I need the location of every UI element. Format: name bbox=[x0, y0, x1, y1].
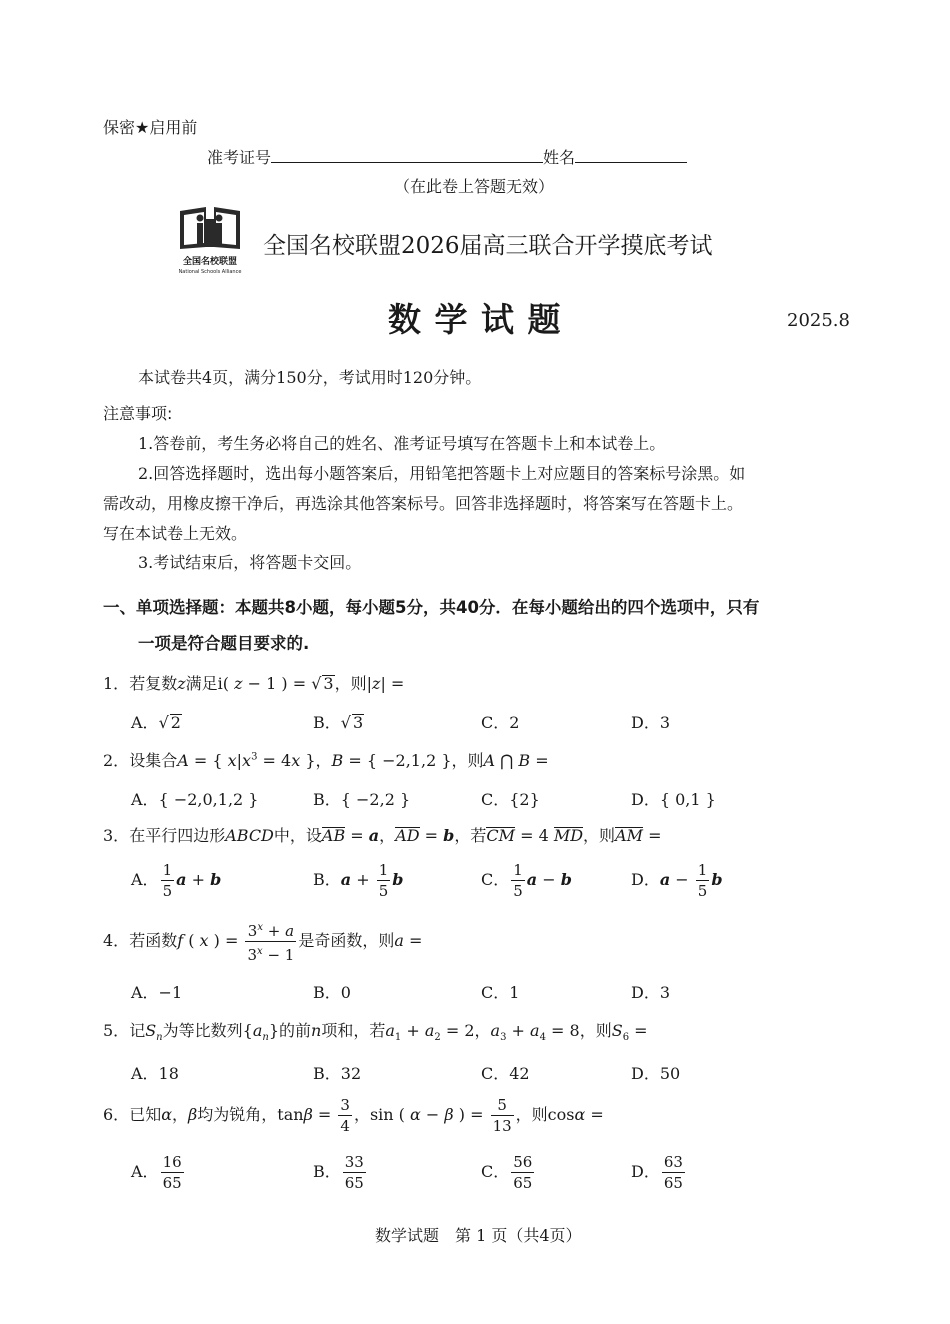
q3-text-2: 中，设 bbox=[273, 826, 322, 845]
q3-option-a[interactable]: A． $\frac{1}{5}$ a + b bbox=[131, 861, 222, 900]
q2-option-c[interactable]: C．{2} bbox=[481, 790, 540, 809]
q3-option-c[interactable]: C． $\frac{1}{5}$ a − b bbox=[481, 861, 572, 900]
name-label: 姓名 bbox=[543, 148, 576, 167]
q6-tan: tanβ = $\frac{3}{4}$ ，sin ( α − β ) = $\frac{5}{13}$ bbox=[277, 1096, 512, 1135]
exam-id-label: 准考证号 bbox=[207, 148, 272, 167]
note-2b: 需改动，用橡皮擦干净后，再选涂其他答案标号。回答非选择题时，将答案写在答题卡上。 bbox=[103, 494, 744, 513]
q1-option-d[interactable]: D．3 bbox=[631, 713, 671, 732]
q5-text-3: 的前 bbox=[279, 1021, 312, 1040]
q3-vectors: AB = a，AD = b bbox=[321, 826, 455, 845]
q5-sequence: $\{a_n\}$ bbox=[242, 1021, 280, 1044]
q5-option-b[interactable]: B．32 bbox=[313, 1064, 362, 1083]
q6-opt-b-label: B． bbox=[313, 1162, 341, 1181]
q5-text-1: 记 bbox=[129, 1021, 146, 1040]
q2-text-1: 设集合 bbox=[129, 751, 178, 770]
q5-s6: $S_6$ = bbox=[611, 1021, 648, 1044]
q3-opt-b-label: B． bbox=[313, 870, 341, 889]
q3-number: 3． bbox=[103, 826, 130, 845]
q6-text-2: 均为锐角， bbox=[197, 1105, 278, 1124]
q6-option-c[interactable]: C． $\frac{56}{65}$ bbox=[481, 1153, 533, 1192]
q6-option-d[interactable]: D． $\frac{63}{65}$ bbox=[631, 1153, 683, 1192]
q5-sn: $S_n$ bbox=[145, 1021, 163, 1044]
q1-option-a[interactable]: A．√ 2 bbox=[131, 713, 181, 732]
q5-option-c[interactable]: C．42 bbox=[481, 1064, 530, 1083]
q1-text-2: 满足 bbox=[185, 674, 218, 693]
q6-text-3: ，则 bbox=[515, 1105, 548, 1124]
q5-n: n bbox=[311, 1021, 322, 1040]
q1-opt-a-label: A． bbox=[131, 713, 159, 732]
q1-opt-b-label: B． bbox=[313, 713, 341, 732]
q1-option-c[interactable]: C．2 bbox=[481, 713, 520, 732]
name-blank[interactable] bbox=[575, 148, 687, 163]
q2-number: 2． bbox=[103, 751, 130, 770]
q3-am: AM = bbox=[615, 826, 662, 845]
section1-heading-line1: 一、单项选择题：本题共8小题，每小题5分，共40分．在每小题给出的四个选项中，只有 bbox=[103, 598, 760, 617]
exam-id-blank[interactable] bbox=[271, 148, 543, 163]
q6-opt-d-label: D． bbox=[631, 1162, 660, 1181]
intro-text: 本试卷共4页，满分150分，考试用时120分钟。 bbox=[138, 368, 482, 387]
q4-number: 4． bbox=[103, 931, 130, 950]
q3-text-4: ，则 bbox=[583, 826, 616, 845]
note-3: 3.考试结束后，将答题卡交回。 bbox=[138, 553, 362, 572]
q2-option-b[interactable]: B．{ −2,2 } bbox=[313, 790, 411, 809]
alliance-logo bbox=[176, 203, 244, 275]
question-4 bbox=[103, 918, 422, 965]
q2-set-a: A = { $x|x^3 = 4x$ }，B = { −2,1,2 } bbox=[177, 751, 452, 770]
notes-heading: 注意事项: bbox=[103, 404, 173, 423]
q3-text-1: 在平行四边形 bbox=[129, 826, 226, 845]
question-5 bbox=[103, 1018, 648, 1043]
q6-opt-c-label: C． bbox=[481, 1162, 510, 1181]
invalid-note: （在此卷上答题无效） bbox=[394, 177, 555, 196]
q2-text-2: ，则 bbox=[451, 751, 484, 770]
q1-option-b[interactable]: B．√ 3 bbox=[313, 713, 364, 732]
q4-option-a[interactable]: A．−1 bbox=[131, 983, 183, 1002]
question-1 bbox=[103, 671, 404, 694]
q5-text-4: 项和，若 bbox=[321, 1021, 386, 1040]
note-2c: 写在本试卷上无效。 bbox=[103, 524, 248, 543]
q4-a: a = bbox=[394, 931, 423, 950]
logo-cn-text: 全国名校联盟 bbox=[182, 257, 237, 267]
q6-alpha-beta: α，β bbox=[161, 1105, 198, 1124]
q5-option-a[interactable]: A．18 bbox=[131, 1064, 179, 1083]
q5-number: 5． bbox=[103, 1021, 130, 1040]
q6-opt-a-label: A． bbox=[131, 1162, 159, 1181]
q1-text-3: ，则 bbox=[334, 674, 367, 693]
exam-title: 全国名校联盟2026届高三联合开学摸底考试 bbox=[263, 233, 713, 259]
q5-text-5: ，则 bbox=[579, 1021, 612, 1040]
note-2a: 2.回答选择题时，选出每小题答案后，用铅笔把答题卡上对应题目的答案标号涂黑。如 bbox=[138, 464, 746, 483]
q4-function: f ( x ) = $\frac{3^x + a}{3^x - 1}$ bbox=[177, 931, 298, 950]
question-3 bbox=[103, 823, 662, 846]
q2-intersection: A ⋂ B = bbox=[483, 751, 549, 770]
q5-condition: $a_1 + a_2 = 2$，$a_3 + a_4 = 8$ bbox=[385, 1021, 580, 1044]
note-1: 1.答卷前，考生务必将自己的姓名、准考证号填写在答题卡上和本试卷上。 bbox=[138, 434, 666, 453]
q4-text-1: 若函数 bbox=[129, 931, 178, 950]
q2-option-a[interactable]: A．{ −2,0,1,2 } bbox=[131, 790, 259, 809]
exam-id-row bbox=[207, 145, 687, 168]
q1-equation: i( z − 1 ) = √ 3 bbox=[217, 674, 334, 693]
subject-title: 数 学 试 题 bbox=[388, 300, 562, 339]
q4-option-d[interactable]: D．3 bbox=[631, 983, 671, 1002]
page-footer: 数学试题 第 1 页（共4页） bbox=[375, 1226, 582, 1245]
q3-opt-a-label: A． bbox=[131, 870, 159, 889]
confidential-label: 保密★启用前 bbox=[103, 118, 198, 137]
q5-option-d[interactable]: D．50 bbox=[631, 1064, 681, 1083]
q3-text-3: ，若 bbox=[454, 826, 487, 845]
q6-cos: cosα = bbox=[547, 1105, 604, 1124]
q4-option-c[interactable]: C．1 bbox=[481, 983, 520, 1002]
q1-number: 1． bbox=[103, 674, 130, 693]
q1-text-1: 若复数 bbox=[129, 674, 178, 693]
logo-en-text: National Schools Alliance bbox=[178, 269, 242, 275]
q3-option-b[interactable]: B．a + $\frac{1}{5}$ b bbox=[313, 861, 404, 900]
book-logo-icon bbox=[176, 203, 244, 253]
question-6 bbox=[103, 1095, 604, 1136]
q1-z: z bbox=[177, 674, 186, 693]
exam-date: 2025.8 bbox=[787, 310, 850, 331]
q2-option-d[interactable]: D．{ 0,1 } bbox=[631, 790, 716, 809]
q3-option-d[interactable]: D．a − $\frac{1}{5}$ b bbox=[631, 861, 723, 900]
q6-option-b[interactable]: B． $\frac{33}{65}$ bbox=[313, 1153, 364, 1192]
q1-abs-z: |z| = bbox=[366, 674, 405, 693]
q3-condition: CM = 4 MD bbox=[486, 826, 584, 845]
q6-text-1: 已知 bbox=[129, 1105, 162, 1124]
q3-opt-c-label: C． bbox=[481, 870, 510, 889]
q4-text-2: 是奇函数，则 bbox=[298, 931, 395, 950]
q6-number: 6． bbox=[103, 1105, 130, 1124]
q6-option-a[interactable]: A． $\frac{16}{65}$ bbox=[131, 1153, 182, 1192]
q3-opt-d-label: D． bbox=[631, 870, 660, 889]
question-2 bbox=[103, 748, 549, 771]
section1-heading-line2: 一项是符合题目要求的. bbox=[138, 634, 310, 653]
q5-text-2: 为等比数列 bbox=[162, 1021, 243, 1040]
q4-option-b[interactable]: B．0 bbox=[313, 983, 351, 1002]
q3-abcd: ABCD bbox=[225, 826, 274, 845]
